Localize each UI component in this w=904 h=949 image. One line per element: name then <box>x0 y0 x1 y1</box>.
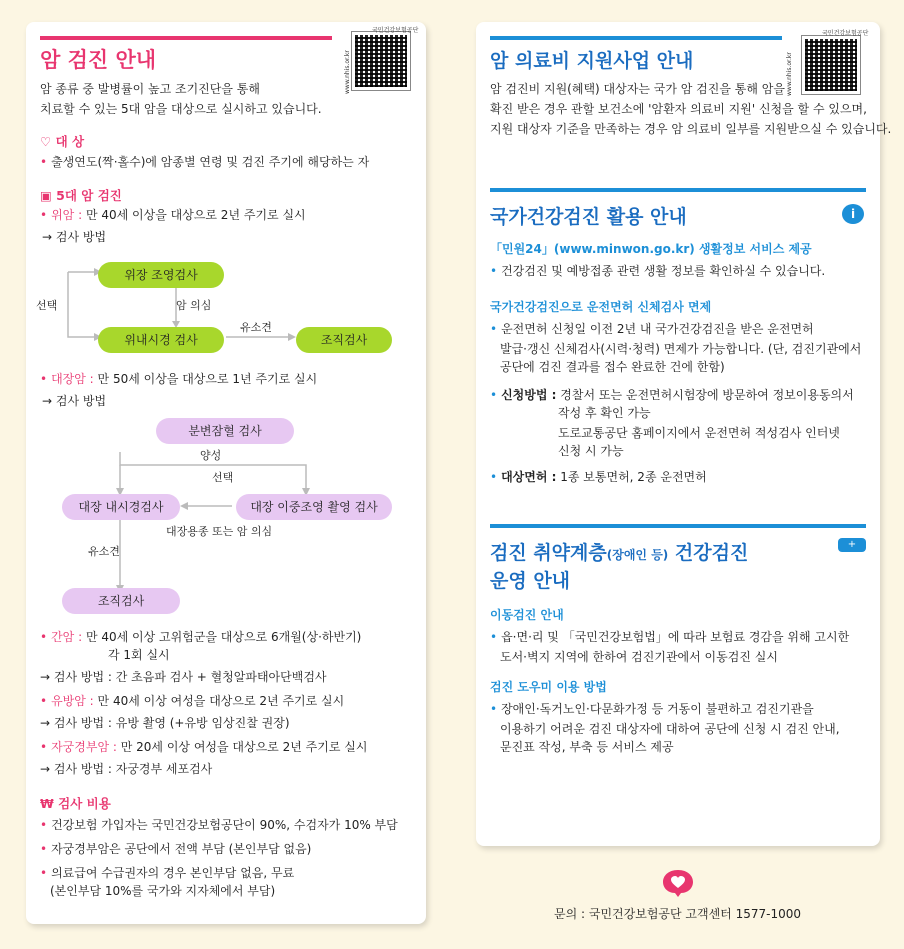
license-line-1: • 운전면허 신청일 이전 2년 내 국가건강검진을 받은 운전면허 <box>490 320 814 339</box>
gastroscopy-box: 위내시경 검사 <box>98 327 224 353</box>
use-title-bar <box>490 188 866 192</box>
support-qr-url: www.nhis.or.kr <box>786 52 793 96</box>
ambulance-icon: + <box>838 538 866 552</box>
heart-pulse-icon: ♡ <box>40 134 52 149</box>
license-line-2: 발급·갱신 신체검사(시력·청력) 면제가 가능합니다. (단, 검진기관에서 <box>500 342 862 356</box>
target-text: • 출생연도(짝·홀수)에 암종별 연령 및 검진 주기에 해당하는 자 <box>40 153 369 172</box>
support-line-2: 확진 받은 경우 관할 보건소에 '암환자 의료비 지원' 신청을 할 수 있으며, <box>490 102 867 116</box>
select-label: 선택 <box>36 299 58 312</box>
colonoscopy-box: 대장 내시경검사 <box>62 494 180 520</box>
apply-line-4: 신청 시 가능 <box>558 444 624 458</box>
biopsy-box: 조직검사 <box>296 327 392 353</box>
mobile-line-1: • 읍·면·리 및 「국민건강보험법」에 따라 보험료 경감을 위해 고시한 <box>490 628 849 647</box>
minwon-heading: 「민원24」(www.minwon.go.kr) 생활정보 서비스 제공 <box>490 242 812 256</box>
stomach-xray-box: 위장 조영검사 <box>98 262 224 288</box>
colon-method-label: → 검사 방법 <box>42 394 107 408</box>
support-qr-code[interactable] <box>802 36 860 94</box>
apply-line-2: 작성 후 확인 가능 <box>558 406 651 420</box>
stomach-line: • 위암 : 만 40세 이상을 대상으로 2년 주기로 실시 <box>40 206 306 225</box>
info-bubble-icon: i <box>842 204 864 224</box>
suspect-label: 암 의심 <box>176 299 212 312</box>
money-icon: ₩ <box>40 796 54 811</box>
vulnerable-title-2: 운영 안내 <box>490 570 571 592</box>
stomach-method-label: → 검사 방법 <box>42 230 107 244</box>
liver-line: • 간암 : 만 40세 이상 고위험군을 대상으로 6개월(상·하반기) <box>40 628 361 647</box>
cost-item-3-sub: (본인부담 10%를 국가와 지자체에서 부담) <box>50 884 276 898</box>
apply-line-3: 도로교통공단 홈페이지에서 운전면허 적성검사 인터넷 <box>558 426 840 440</box>
minwon-text: • 건강검진 및 예방접종 관련 생활 정보를 확인하실 수 있습니다. <box>490 262 825 281</box>
target-heading: ♡ 대 상 <box>40 134 85 149</box>
liver-line-2: 각 1회 실시 <box>108 648 170 662</box>
cost-heading: ₩ 검사 비용 <box>40 796 111 811</box>
mobile-line-2: 도서·벽지 지역에 한하여 검진기관에서 이동검진 실시 <box>500 650 778 664</box>
helper-line-1: • 장애인·독거노인·다문화가정 등 거동이 불편하고 검진기관을 <box>490 700 814 719</box>
cancer-screening-card <box>26 22 426 924</box>
liver-method: → 검사 방법 : 간 초음파 검사 + 혈청알파태아단백검사 <box>40 670 327 684</box>
support-title-bar <box>490 36 782 40</box>
finding-label: 유소견 <box>240 321 272 334</box>
helper-line-2: 이용하기 어려운 검진 대상자에 대하여 공단에 신청 시 검진 안내, <box>500 722 840 736</box>
qr-url-label: www.nhis.or.kr <box>344 50 351 94</box>
first-aid-kit-icon: ▣ <box>40 188 52 203</box>
license-heading: 국가건강검진으로 운전면허 신체검사 면제 <box>490 300 712 314</box>
colon-biopsy-box: 조직검사 <box>62 588 180 614</box>
breast-method: → 검사 방법 : 유방 촬영 (+유방 임상진찰 권장) <box>40 716 290 730</box>
fecal-test-box: 분변잠혈 검사 <box>156 418 294 444</box>
support-qr-org: 국민건강보험공단 <box>822 30 869 37</box>
cervix-line: • 자궁경부암 : 만 20세 이상 여성을 대상으로 2년 주기로 실시 <box>40 738 367 757</box>
colon-finding-label: 유소견 <box>88 545 120 558</box>
speech-heart-icon <box>661 868 695 898</box>
info-card <box>476 22 892 846</box>
cervix-method: → 검사 방법 : 자궁경부 세포검사 <box>40 762 213 776</box>
cost-item-2: • 자궁경부암은 공단에서 전액 부담 (본인부담 없음) <box>40 840 311 859</box>
license-target-line: • 대상면허 : 1종 보통면허, 2종 운전면허 <box>490 468 707 487</box>
vulnerable-title: 검진 취약계층(장애인 등) 건강검진 <box>490 542 749 564</box>
colon-line: • 대장암 : 만 50세 이상을 대상으로 1년 주기로 실시 <box>40 370 317 389</box>
intro-line-2: 치료할 수 있는 5대 암을 대상으로 실시하고 있습니다. <box>40 102 322 116</box>
support-line-3: 지원 대상자 기준을 만족하는 경우 암 의료비 일부를 지원받으실 수 있습니다. <box>490 122 892 136</box>
support-title: 암 의료비 지원사업 안내 <box>490 50 694 72</box>
cancer-screening-title: 암 검진 안내 <box>40 48 157 72</box>
cost-item-1: • 건강보험 가입자는 국민건강보험공단이 90%, 수검자가 10% 부담 <box>40 816 398 835</box>
vulnerable-title-bar <box>490 524 866 528</box>
helper-heading: 검진 도우미 이용 방법 <box>490 680 607 694</box>
cost-item-3: • 의료급여 수급권자의 경우 본인부담 없음, 무료 <box>40 864 294 883</box>
polyp-label: 대장용종 또는 암 의심 <box>166 525 273 538</box>
qr-org-label: 국민건강보험공단 <box>372 27 419 34</box>
license-line-3: 공단에 검진 결과를 접수 완료한 건에 한함) <box>500 360 725 374</box>
support-line-1: 암 검진비 지원(혜택) 대상자는 국가 암 검진을 통해 암을 <box>490 82 785 96</box>
breast-line: • 유방암 : 만 40세 이상 여성을 대상으로 2년 주기로 실시 <box>40 692 344 711</box>
helper-line-3: 문진표 작성, 부축 등 서비스 제공 <box>500 740 674 754</box>
colon-select-label: 선택 <box>212 471 234 484</box>
mobile-heading: 이동검진 안내 <box>490 608 564 622</box>
use-title: 국가건강검진 활용 안내 <box>490 206 687 228</box>
double-contrast-box: 대장 이중조영 촬영 검사 <box>236 494 392 520</box>
five-cancer-heading: ▣ 5대 암 검진 <box>40 188 122 203</box>
contact-info: 문의 : 국민건강보험공단 고객센터 1577-1000 <box>554 907 801 921</box>
positive-label: 양성 <box>200 449 222 462</box>
intro-line-1: 암 종류 중 발병률이 높고 조기진단을 통해 <box>40 82 260 96</box>
apply-line: • 신청방법 : 경찰서 또는 운전면허시험장에 방문하여 정보이용동의서 <box>490 386 854 405</box>
